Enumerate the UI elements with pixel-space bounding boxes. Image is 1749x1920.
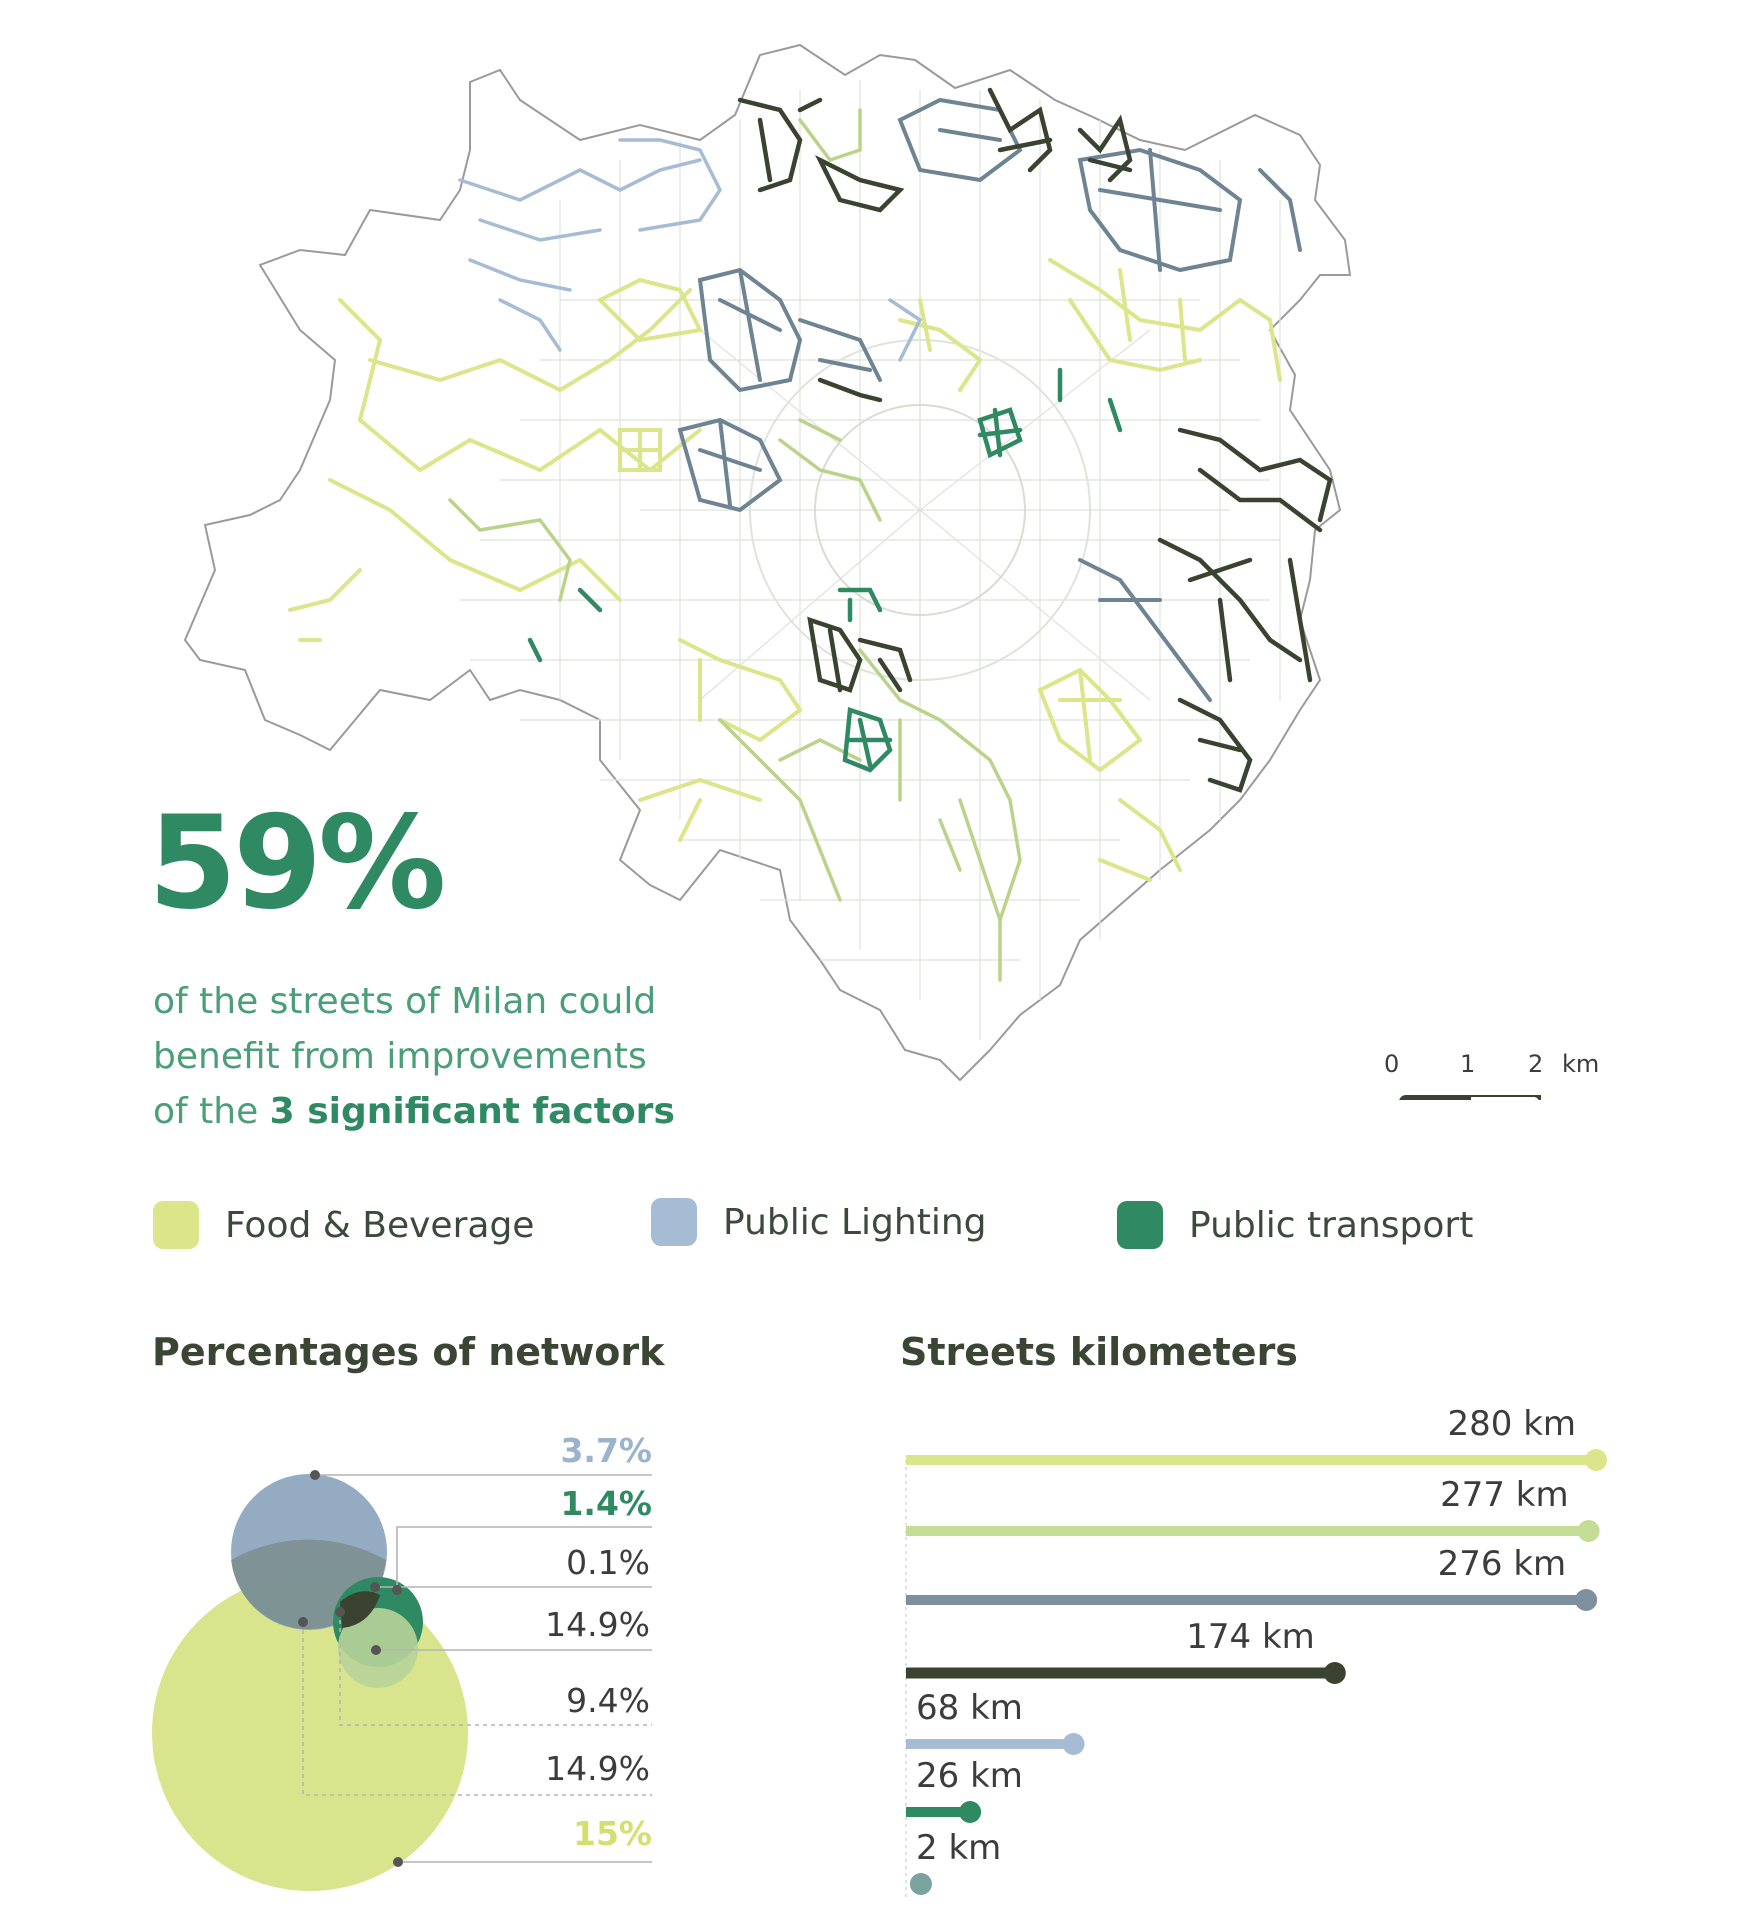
pct-label-14-9-a: 14.9% (545, 1605, 650, 1644)
bar-end-dot-0 (1585, 1449, 1607, 1471)
headline-line-3 (153, 1084, 713, 1139)
pct-label-14-9-b: 14.9% (545, 1749, 650, 1788)
bar-label-5: 26 km (916, 1756, 1023, 1796)
headline-line-3-prefix: of the (153, 1091, 270, 1132)
legend-item-food-beverage (153, 1200, 534, 1250)
scale-label-0: 0 (1384, 1050, 1400, 1078)
scale-label-2: 2 (1528, 1050, 1544, 1078)
leader-dot-15 (393, 1857, 403, 1867)
scale-bar-labels (1380, 1050, 1620, 1130)
bar-label-1: 277 km (1440, 1475, 1569, 1515)
legend-item-public-lighting (651, 1197, 987, 1247)
bar-label-0: 280 km (1447, 1404, 1576, 1444)
leader-dot-9-4 (335, 1607, 345, 1617)
bar-label-3: 174 km (1186, 1617, 1315, 1657)
leader-dot-14-9-b (298, 1617, 308, 1627)
headline-line-3-bold: 3 significant factors (269, 1091, 675, 1132)
pct-label-3-7: 3.7% (560, 1431, 652, 1470)
bar-end-dot-5 (959, 1801, 981, 1823)
pct-label-9-4: 9.4% (566, 1681, 650, 1720)
legend-label-public-lighting: Public Lighting (723, 1201, 987, 1243)
streets-km-title: Streets kilometers (900, 1330, 1298, 1374)
legend-swatch-food-beverage (153, 1201, 199, 1249)
legend-item-public-transport (1117, 1200, 1473, 1250)
bar-end-dot-4 (1063, 1733, 1085, 1755)
headline-text (153, 974, 713, 1139)
streets-km-chart (880, 1400, 1640, 1920)
leader-dot-1-4 (392, 1585, 402, 1595)
headline-percent: 59% (148, 789, 443, 938)
bar-end-dot-6 (910, 1873, 932, 1895)
legend-swatch-public-transport (1117, 1201, 1163, 1249)
percentages-title: Percentages of network (152, 1330, 665, 1374)
headline-line-1: of the streets of Milan could (153, 981, 657, 1022)
pct-label-15: 15% (573, 1814, 652, 1853)
bar-label-6: 2 km (916, 1828, 1002, 1868)
leader-dot-14-9-a (371, 1645, 381, 1655)
percentages-venn-diagram (0, 1400, 700, 1920)
headline-line-2: benefit from improvements (153, 1036, 647, 1077)
legend-label-food-beverage: Food & Beverage (225, 1204, 535, 1246)
bar-label-4: 68 km (916, 1688, 1023, 1728)
bar-end-dot-1 (1578, 1520, 1600, 1542)
legend-label-public-transport: Public transport (1189, 1204, 1474, 1246)
bar-end-dot-2 (1575, 1589, 1597, 1611)
bar-end-dot-3 (1324, 1662, 1346, 1684)
pct-label-1-4: 1.4% (560, 1484, 652, 1523)
leader-dot-3-7 (310, 1470, 320, 1480)
pct-label-0-1: 0.1% (566, 1543, 650, 1582)
legend-swatch-public-lighting (651, 1198, 697, 1246)
bar-label-2: 276 km (1437, 1544, 1567, 1584)
leader-dot-0-1 (370, 1582, 380, 1592)
scale-label-1: 1 (1460, 1050, 1476, 1078)
scale-unit: km (1562, 1050, 1600, 1078)
